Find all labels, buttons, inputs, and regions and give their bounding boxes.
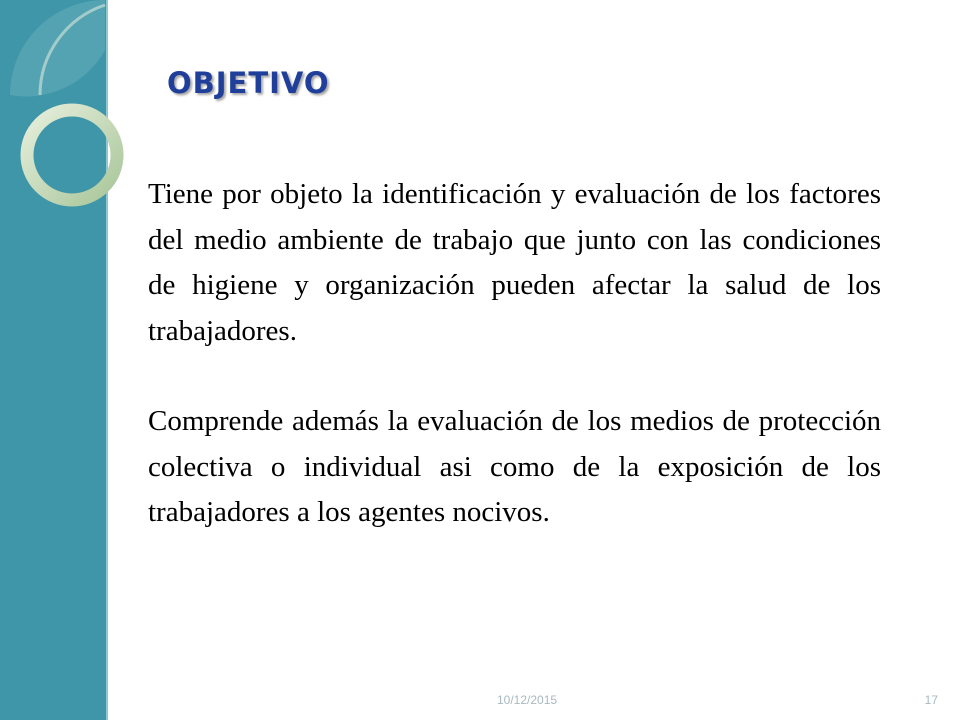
paragraph-scope: Comprende además la evaluación de los medios de protección colectiva o individual asi como de la exposición de los trabajadores a los agentes nocivos.: [148, 405, 881, 528]
ring-middle: [27, 110, 117, 200]
footer-date: 10/12/2015: [497, 693, 558, 707]
slide-title: OBJETIVO: [167, 66, 330, 100]
ring-top-fill: [10, 0, 105, 96]
page-number: 17: [924, 693, 938, 707]
paragraph-objective: Tiene por objeto la identificación y evaluación de los factores del medio ambiente de trabajo que junto con las condiciones de higiene y organización pueden afectar la salud de los trabajadores.: [148, 178, 881, 347]
slide-body: [148, 172, 881, 536]
